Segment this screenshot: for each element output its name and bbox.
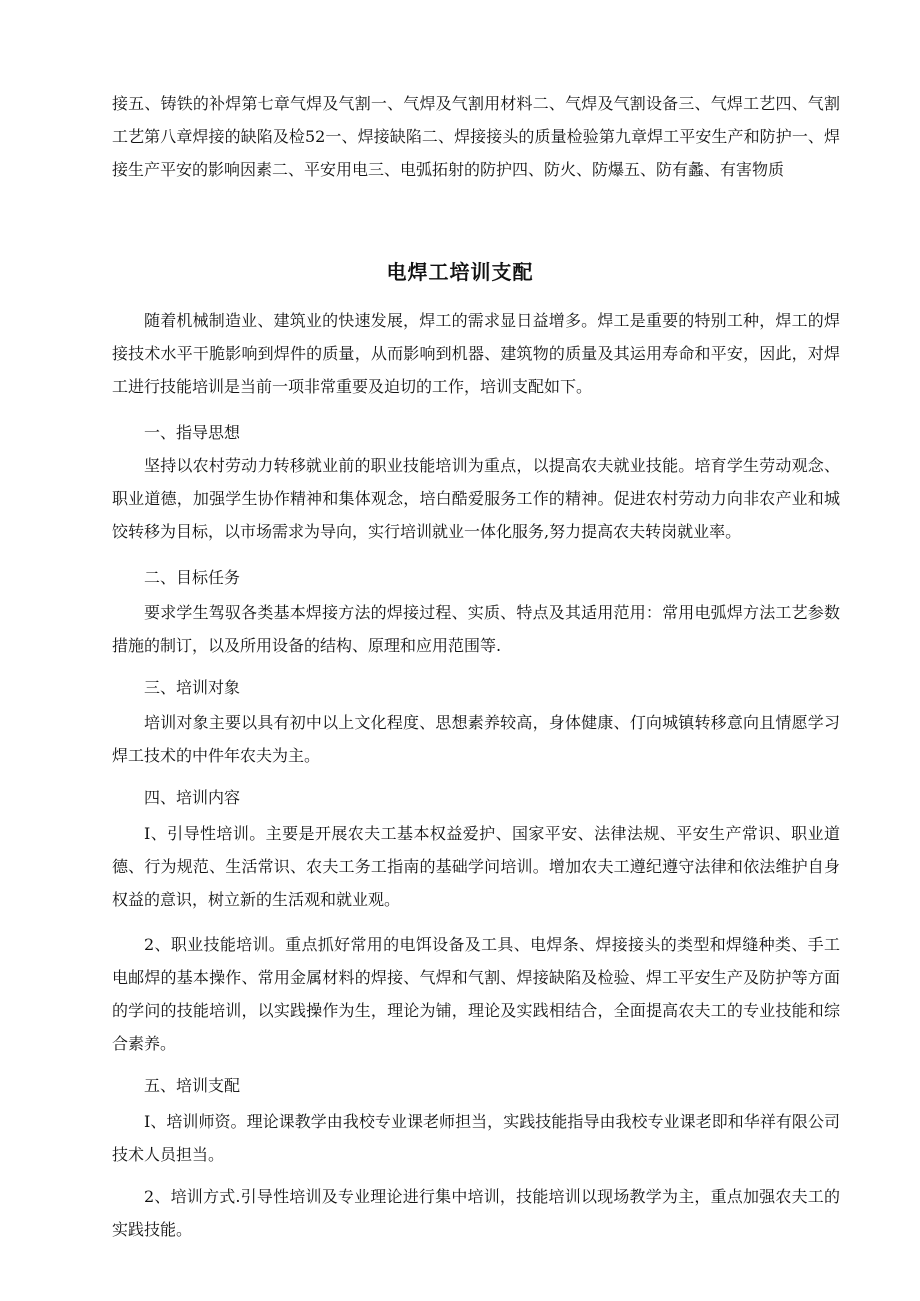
section-heading-trainees: 三、培训对象 — [144, 678, 241, 697]
content-item-guidance-training: I、引导性培训。主要是开展农夫工基本权益爱护、国家平安、法律法规、平安生产常识、职业道德、行为规范、生活常识、农夫工务工指南的基础学问培训。增加农夫工遵纪遵守法律和依法维护自身权益的意识，树立新的生活观和就业观。 — [112, 824, 840, 909]
lead-paragraph: 随着机械制造业、建筑业的快速发展，焊工的需求显日益增多。焊工是重要的特别工种，焊工的焊接技术水平干脆影响到焊件的质量，从而影响到机器、建筑物的质量及其运用寿命和平安，因此，对焊工进行技能培训是当前一项非常重要及迫切的工作，培训支配如下。 — [112, 311, 840, 396]
section-body-guiding-thought: 坚持以农村劳动力转移就业前的职业技能培训为重点，以提高农夫就业技能。培育学生劳动观念、职业道德，加强学生协作精神和集体观念，培白酷爱服务工作的精神。促进农村劳动力向非农产业和城饺转移为目标，以市场需求为导向，实行培训就业一体化服务,努力提高农夫转岗就业率。 — [112, 456, 840, 541]
content-item-skills-training: 2、职业技能培训。重点抓好常用的电饵设备及工具、电焊条、焊接接头的类型和焊缝种类、手工电邮焊的基本操作、常用金属材料的焊接、气焊和气割、焊接缺陷及检验、焊工平安生产及防护等方面的学问的技能培训，以实践操作为生，理论为铺，理论及实践相结合，全面提高农夫工的专业技能和综合素养。 — [112, 935, 840, 1053]
arrangement-item-teachers: I、培训师资。理论课教学由我校专业课老师担当，实践技能指导由我校专业课老即和华祥有限公司技术人员担当。 — [112, 1112, 840, 1164]
intro-paragraph: 接五、铸铁的补焊第七章气焊及气割一、气焊及气割用材料二、气焊及气割设备三、气焊工艺四、气割工艺第八章焊接的缺陷及检52一、焊接缺陷二、焊接接头的质量检验第九章焊工平安生产和防护一、焊接生产平安的影响因素二、平安用电三、电弧拓射的防护四、防火、防爆五、防有蠡、有害物质 — [112, 94, 840, 179]
section-heading-guiding-thought: 一、指导思想 — [144, 423, 241, 442]
section-heading-goals: 二、目标任务 — [144, 568, 241, 587]
section-heading-content: 四、培训内容 — [144, 788, 241, 807]
section-body-goals: 要求学生驾驭各类基本焊接方法的焊接过程、实质、特点及其适用范用：常用电弧焊方法工艺参数措施的制订，以及所用设备的结构、原理和应用范围等. — [112, 603, 840, 655]
section-heading-arrangement: 五、培训支配 — [144, 1076, 241, 1095]
section-body-trainees: 培训对象主要以具有初中以上文化程度、思想素养较高，身体健康、仃向城镇转移意向且情愿学习焊工技术的中件年农夫为主。 — [112, 713, 840, 765]
arrangement-item-methods: 2、培训方式.引导性培训及专业理论进行集中培训，技能培训以现场教学为主，重点加强农夫工的实践技能。 — [112, 1187, 840, 1239]
page-title: 电焊工培训支配 — [386, 260, 534, 284]
